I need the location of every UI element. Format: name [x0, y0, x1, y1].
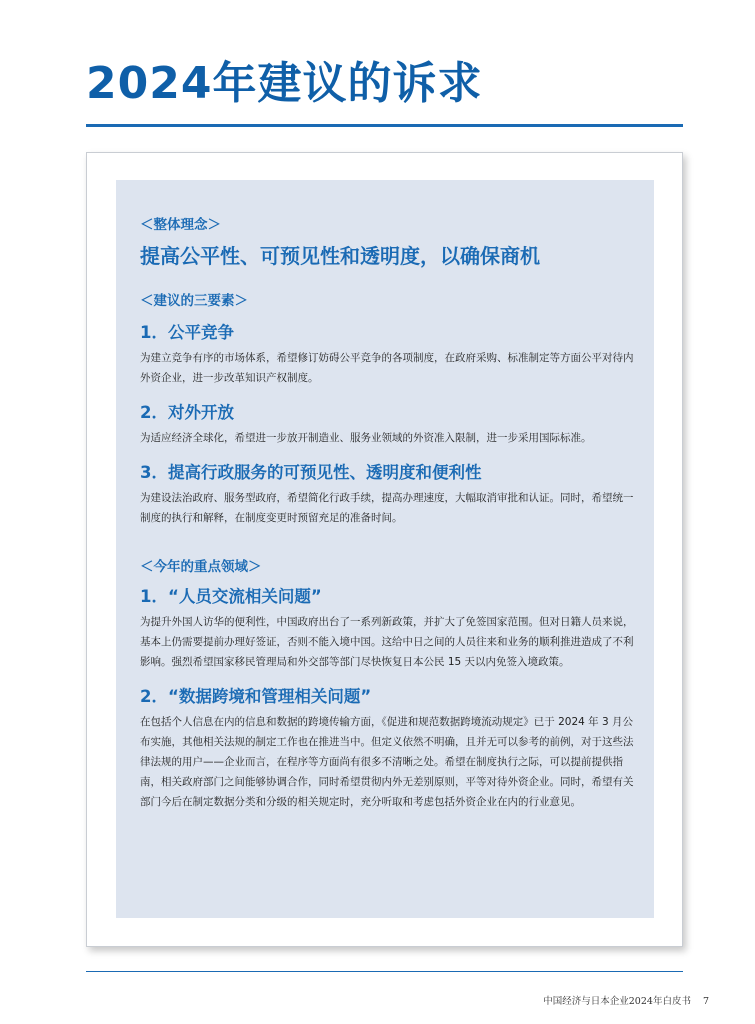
focus-2-body: 在包括个人信息在内的信息和数据的跨境传输方面，《促进和规范数据跨境流动规定》已于 2024 年 3 月公布实施，其他相关法规的制定工作也在推进当中。但定义依然不明确，且并无可以参考的前例，对于这些法律法规的用户——企业而言，在程序等方面尚有很多不清晰之处。希望在制度执行之际，可以提前提供指南，相关政府部门之间能够协调合作，同时希望贯彻内外无差别原则，平等对待外资企业。同时，希望有关部门今后在制定数据分类和分级的相关规定时，充分听取和考虑包括外资企业在内的行业意见。	[140, 716, 634, 808]
focus-2-title: 2．“数据跨境和管理相关问题”	[140, 687, 372, 706]
element-2-body: 为适应经济全球化，希望进一步放开制造业、服务业领域的外资准入限制，进一步采用国际标准。	[140, 432, 592, 444]
concept-title: 提高公平性、可预见性和透明度，以确保商机	[140, 244, 540, 268]
focus-1-title: 1．“人员交流相关问题”	[140, 587, 322, 606]
element-2-title: 2．对外开放	[140, 403, 234, 422]
panel-content	[140, 216, 634, 812]
recommendations-panel	[116, 180, 654, 918]
element-3-title: 3．提高行政服务的可预见性、透明度和便利性	[140, 463, 482, 482]
title-divider	[86, 124, 683, 127]
publication-name: 中国经济与日本企业2024年白皮书	[543, 996, 691, 1007]
footer-divider	[86, 971, 683, 972]
page-footer	[543, 993, 709, 1007]
focus-label: ＜今年的重点领域＞	[140, 559, 262, 575]
concept-label: ＜整体理念＞	[140, 217, 221, 233]
element-1-title: 1．公平竞争	[140, 323, 234, 342]
element-3-body: 为建设法治政府、服务型政府，希望简化行政手续，提高办理速度，大幅取消审批和认证。同时，希望统一制度的执行和解释，在制度变更时预留充足的准备时间。	[140, 492, 634, 524]
page-title: 2024年建议的诉求	[86, 58, 483, 109]
elements-label: ＜建议的三要素＞	[140, 293, 248, 309]
element-1-body: 为建立竞争有序的市场体系，希望修订妨碍公平竞争的各项制度，在政府采购、标准制定等方面公平对待内外资企业，进一步改革知识产权制度。	[140, 352, 634, 384]
page-number: 7	[702, 996, 709, 1007]
focus-1-body: 为提升外国人访华的便利性，中国政府出台了一系列新政策，并扩大了免签国家范围。但对日籍人员来说，基本上仍需要提前办理好签证，否则不能入境中国。这给中日之间的人员往来和业务的顺利推进造成了不利影响。强烈希望国家移民管理局和外交部等部门尽快恢复日本公民 15 天以内免签入境政策。	[140, 616, 634, 668]
